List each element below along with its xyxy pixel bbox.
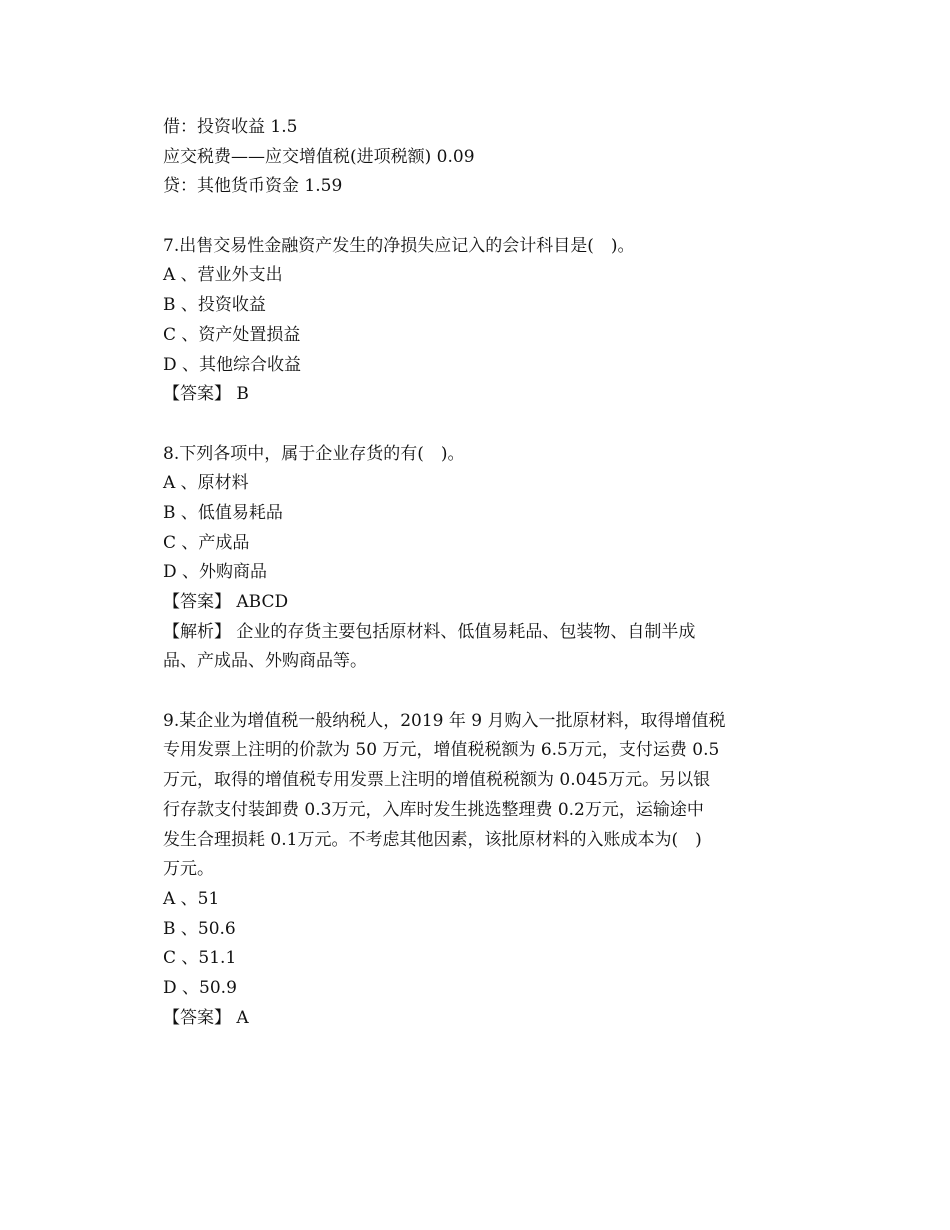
answer-label: 【答案】 — [163, 592, 231, 612]
option-d: D 、其他综合收益 — [163, 354, 302, 375]
answer-line — [163, 588, 803, 618]
question-stem-line-6: 万元。 — [163, 859, 214, 880]
question-7 — [163, 232, 803, 410]
option-a: A 、51 — [163, 888, 220, 909]
option-b: B 、低值易耗品 — [163, 502, 283, 523]
question-stem-line-1: 9.某企业为增值税一般纳税人，2019 年 9 月购入一批原材料，取得增值税 — [163, 710, 726, 731]
answer-value: A — [231, 1007, 249, 1028]
answer-label: 【答案】 — [163, 384, 231, 405]
answer-line — [163, 380, 803, 410]
question-stem-line-5: 发生合理损耗 0.1万元。不考虑其他因素，该批原材料的入账成本为( ) — [163, 829, 702, 850]
question-stem: 8.下列各项中，属于企业存货的有( )。 — [163, 443, 465, 464]
option-a: A 、营业外支出 — [163, 265, 283, 286]
question-8 — [163, 440, 803, 678]
option-c: C 、资产处置损益 — [163, 324, 301, 345]
answer-value: B — [231, 384, 249, 405]
analysis-line-2: 品、产成品、外购商品等。 — [163, 651, 367, 672]
document-body — [163, 113, 803, 1033]
analysis-label: 【解析】 — [163, 621, 231, 642]
question-stem-line-3: 万元，取得的增值税专用发票上注明的增值税税额为 0.045万元。另以银 — [163, 770, 711, 791]
option-c: C 、51.1 — [163, 948, 237, 969]
question-9 — [163, 707, 803, 1034]
answer-value: ABCD — [231, 592, 289, 612]
option-d: D 、外购商品 — [163, 562, 268, 583]
tax-line: 应交税费——应交增值税(进项税额) 0.09 — [163, 146, 475, 167]
option-b: B 、50.6 — [163, 918, 236, 939]
question-stem: 7.出售交易性金融资产发生的净损失应记入的会计科目是( )。 — [163, 235, 635, 256]
question-stem-line-4: 行存款支付装卸费 0.3万元，入库时发生挑选整理费 0.2万元，运输途中 — [163, 799, 704, 820]
analysis-line-1 — [163, 618, 803, 648]
answer-label: 【答案】 — [163, 1007, 231, 1028]
debit-line: 借：投资收益 1.5 — [163, 117, 298, 137]
option-b: B 、投资收益 — [163, 295, 266, 316]
option-a: A 、原材料 — [163, 473, 249, 494]
credit-line: 贷：其他货币资金 1.59 — [163, 176, 343, 197]
option-c: C 、产成品 — [163, 532, 250, 553]
answer-line — [163, 1004, 803, 1034]
analysis-text: 企业的存货主要包括原材料、低值易耗品、包装物、自制半成 — [231, 621, 696, 642]
question-stem-line-2: 专用发票上注明的价款为 50 万元，增值税税额为 6.5万元，支付运费 0.5 — [163, 740, 720, 761]
journal-entry — [163, 113, 803, 202]
option-d: D 、50.9 — [163, 977, 237, 998]
